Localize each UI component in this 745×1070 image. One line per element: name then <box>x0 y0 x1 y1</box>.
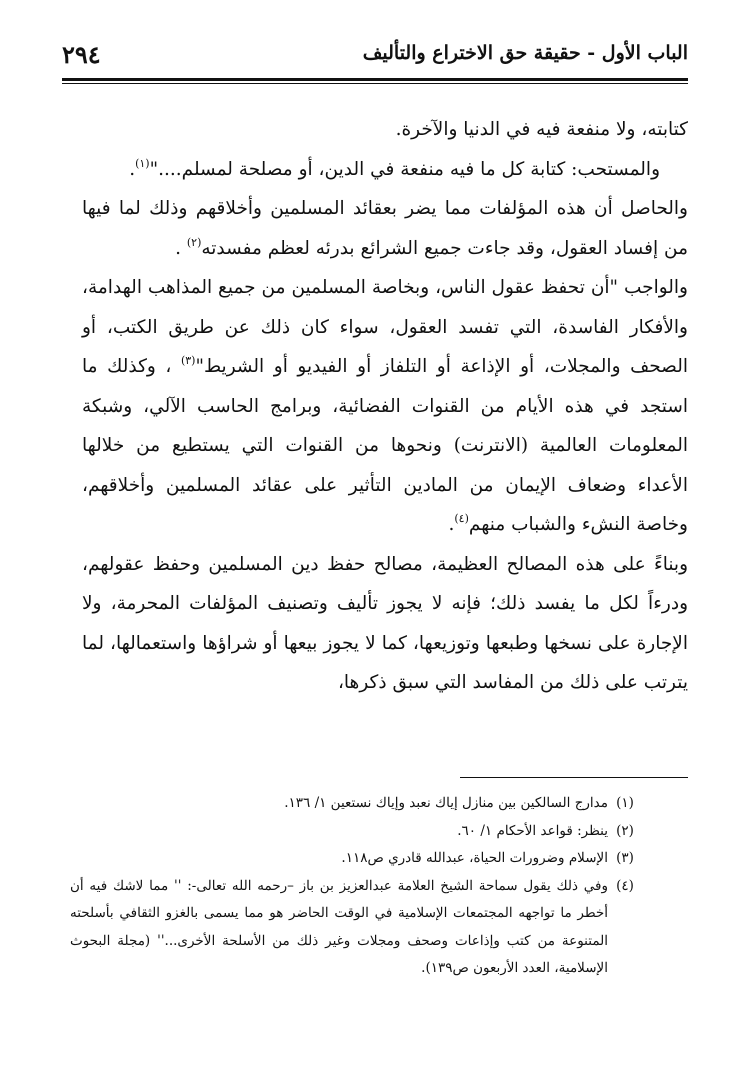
paragraph-2-text: والمستحب: كتابة كل ما فيه منفعة في الدين، أو مصلحة لمسلم...." <box>149 158 660 180</box>
paragraph-4-text-continued: ، وكذلك ما استجد في هذه الأيام من القنوات الفضائية، وبرامج الحاسب الآلي، وشبكة المعلومات العالمية (الانترنت) ونحوها من القنوات التي يستطيع من خلالها الأعداء وضعاف الإيمان من المادين التأثير على عقائد المسلمين وأخلاقهم، وخاصة النشء والشباب منهم <box>82 356 688 535</box>
footnote-3 <box>70 845 642 873</box>
paragraph-4-text: والواجب "أن تحفظ عقول الناس، وبخاصة المسلمين من جميع المذاهب الهدامة، والأفكار الفاسدة، التي تفسد العقول، سواء كان ذلك عن طريق الكتب، أو الصحف والمجلات، أو الإذاعة أو التلفاز أو الفيديو أو الشريط" <box>82 277 688 377</box>
footnote-ref-2[interactable]: (٢) <box>186 235 202 249</box>
paragraph-2-end: . <box>129 158 136 180</box>
main-text <box>82 110 688 703</box>
header-rule <box>62 78 688 84</box>
paragraph-5: وبناءً على هذه المصالح العظيمة، مصالح حفظ دين المسلمين وحفظ عقولهم، ودرءاً لكل ما يفسد ذلك؛ فإنه لا يجوز تأليف وتصنيف المؤلفات المحرمة، ولا الإجارة على نسخها وطبعها وتوزيعها، كما لا يجوز بيعها أو شراؤها واستعمالها، لما يترتب على ذلك من المفاسد التي سبق ذكرها، <box>82 553 688 693</box>
footnote-ref-4[interactable]: (٤) <box>454 512 469 525</box>
paragraph-4 <box>82 268 688 545</box>
chapter-title: الباب الأول - حقيقة حق الاختراع والتأليف <box>362 42 688 64</box>
paragraph-3 <box>82 189 688 268</box>
paragraph-4-end: . <box>448 514 455 535</box>
footnote-separator <box>460 777 688 778</box>
footnote-text: ينظر: قواعد الأحكام ١/ ٦٠. <box>457 822 608 839</box>
paragraph-1: كتابته، ولا منفعة فيه في الدنيا والآخرة. <box>395 119 688 140</box>
paragraph-2 <box>82 150 688 190</box>
footnote-text: الإسلام وضرورات الحياة، عبدالله قادري ص١١٨. <box>341 850 608 866</box>
footnote-number: (٣) <box>616 850 634 866</box>
footnote-ref-1[interactable]: (١) <box>135 156 150 170</box>
footnote-1 <box>70 790 642 818</box>
footnote-4 <box>70 873 642 983</box>
footnote-number: (٤) <box>616 877 634 894</box>
footnote-number: (٢) <box>616 822 634 839</box>
footnote-2 <box>70 818 642 846</box>
footnote-number: (١) <box>616 795 634 811</box>
running-header <box>62 38 688 70</box>
footnotes <box>70 790 642 983</box>
footnote-text: مدارج السالكين بين منازل إياك نعبد وإياك نستعين ١/ ١٣٦. <box>284 795 608 811</box>
paragraph-3-end: . <box>175 237 187 259</box>
paragraph-3-text: والحاصل أن هذه المؤلفات مما يضر بعقائد المسلمين وأخلاقهم وذلك لما فيها من إفساد العقول، وقد جاءت جميع الشرائع بدرئه لعظم مفسدته <box>82 198 688 259</box>
page-number: ٢٩٤ <box>62 40 101 69</box>
footnote-text: وفي ذلك يقول سماحة الشيخ العلامة عبدالعزيز بن باز –رحمه الله تعالى-: '' مما لاشك فيه أن أخطر ما تواجهه المجتمعات الإسلامية في الوقت الحاضر هو مما يسمى بالغزو الثقافي بأسلحته المتنوعة من كتب وإذاعات وصحف ومجلات وغير ذلك من الأسلحة الأخرى...'' (مجلة البحوث الإسلامية، العدد الأربعون ص١٣٩). <box>70 877 608 976</box>
footnote-ref-3[interactable]: (٣) <box>180 354 196 367</box>
